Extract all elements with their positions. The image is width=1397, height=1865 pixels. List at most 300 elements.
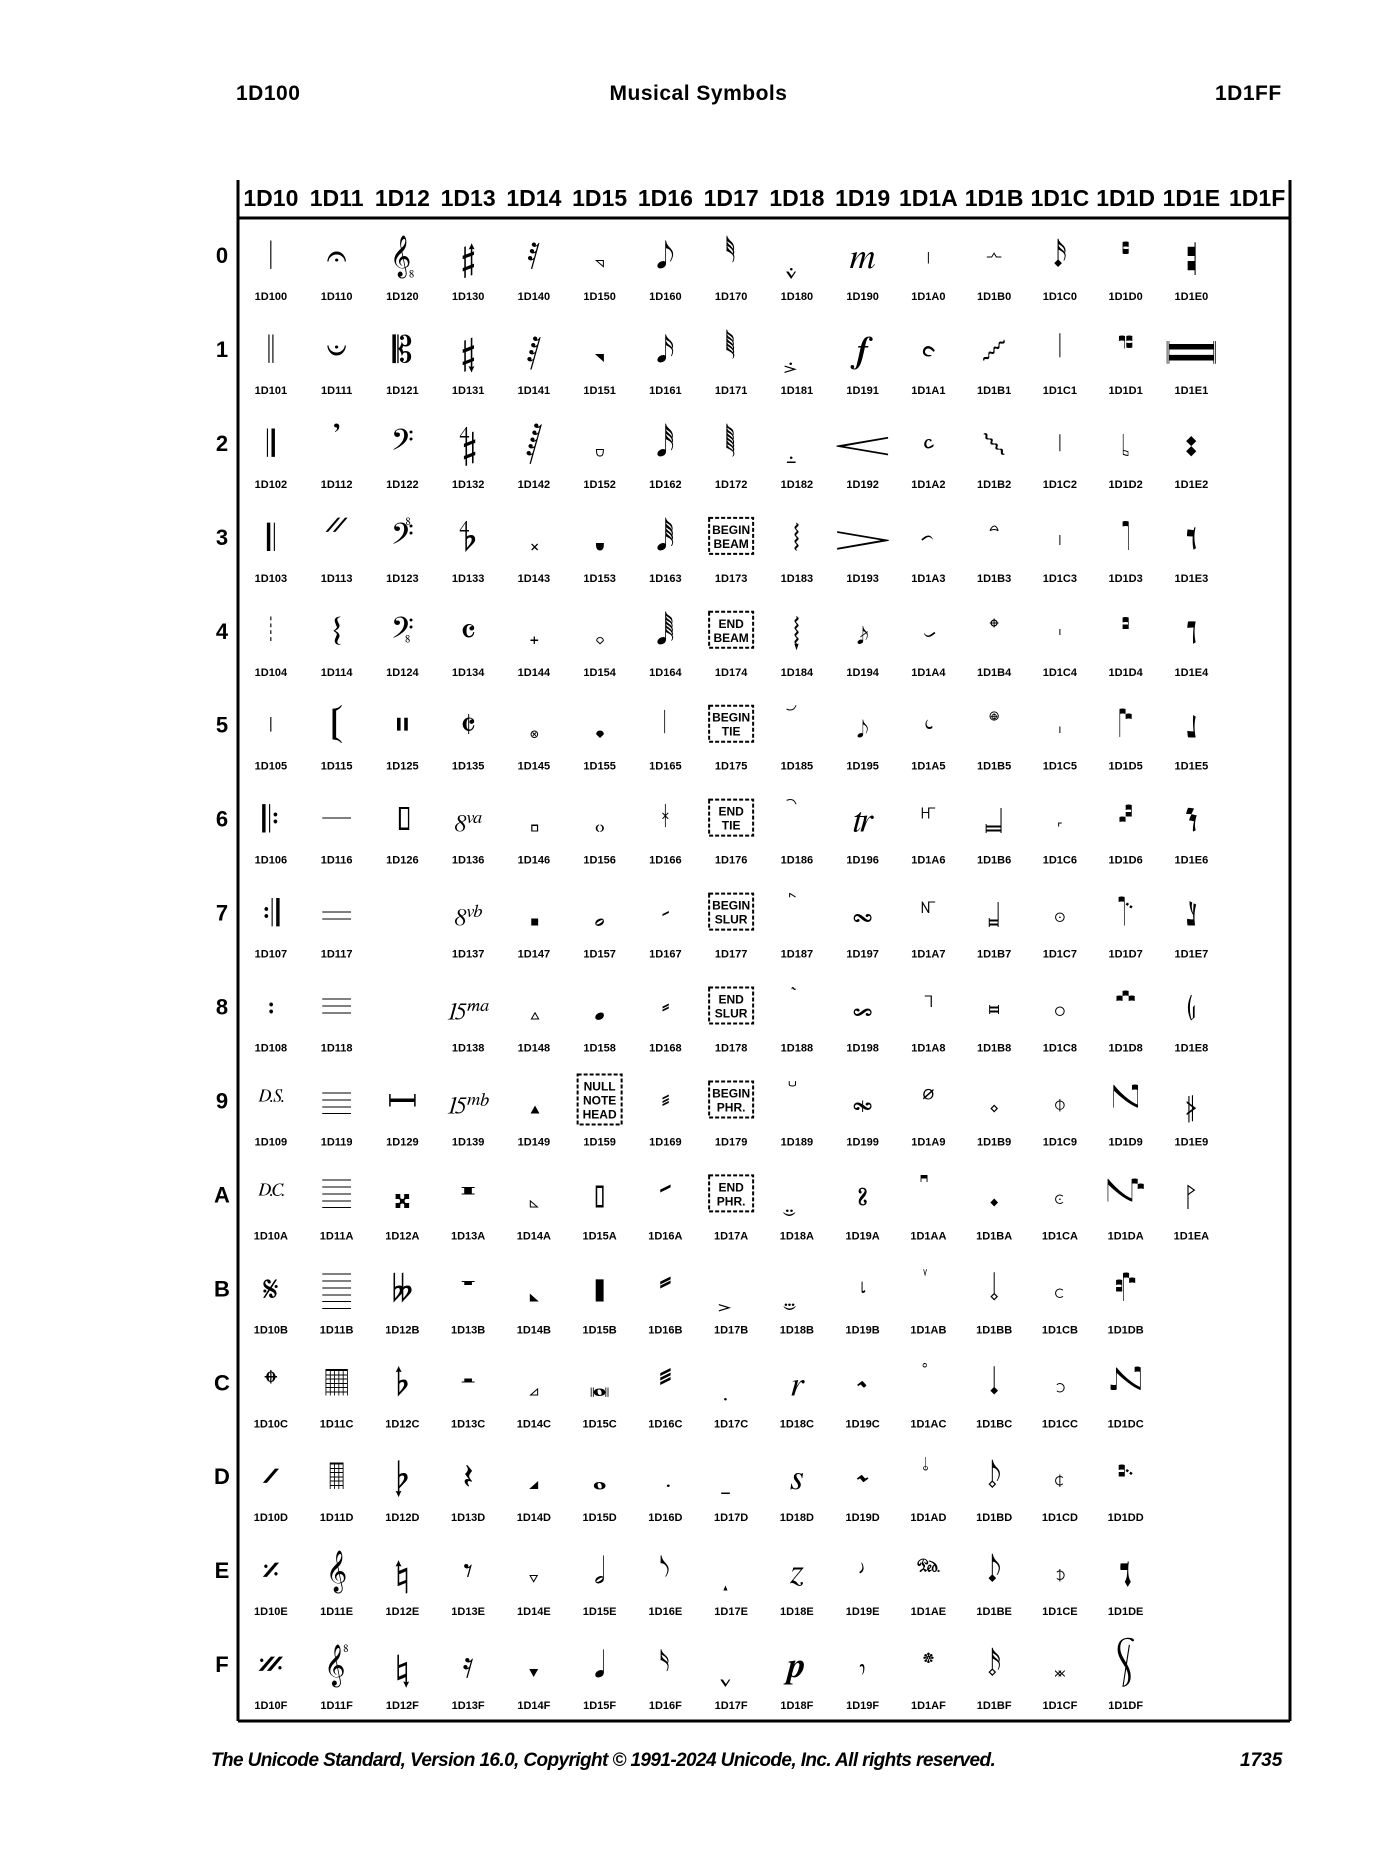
music-glyph: 𝅘𝅥𝅰 [656,422,675,464]
chart-cell [583,799,615,867]
chart-cell [1175,517,1209,585]
music-glyph: 𝄰 [460,235,476,276]
column-header: 1D14 [506,185,562,211]
chart-cell [1175,987,1209,1055]
code-point-label: 1D177 [714,948,748,961]
chart-cell [911,705,945,773]
music-glyph: 𝅗𝅥 [593,1550,606,1592]
chart-cell [321,329,352,397]
chart-cell [320,1174,354,1242]
code-point-label: 1D151 [583,384,616,397]
code-point-label: 1D168 [649,1042,682,1055]
column-header: 1D1A [898,185,958,211]
code-point-label: 1D1E8 [1174,1042,1209,1055]
music-glyph: 𝇟 [1116,1644,1135,1686]
code-point-label: 1D160 [649,291,682,303]
music-glyph: 𝇎 [1054,1550,1066,1592]
chart-cell [452,329,484,397]
code-point-label: 1D1D4 [1108,666,1143,679]
code-point-label: 1D117 [320,948,353,961]
chart-cell [910,1362,946,1430]
music-glyph: 𝆰 [986,235,1003,276]
boxed-label: TIE [721,818,741,833]
music-glyph: 𝄗 [322,892,352,934]
code-point-label: 1D19F [846,1700,880,1713]
chart-cell [709,988,753,1055]
chart-cell [836,423,890,491]
code-point-label: 1D1B7 [977,948,1012,961]
boxed-label: HEAD [582,1107,617,1122]
chart-cell [452,423,484,491]
chart-cell [977,423,1011,491]
code-point-label: 1D143 [517,572,551,585]
code-point-label: 1D1CA [1041,1230,1078,1243]
row-header: F [215,1652,229,1678]
music-glyph: 𝆃 [793,516,801,558]
chart-cell [517,1174,551,1242]
column-header: 1D11 [309,185,364,211]
code-point-label: 1D1C2 [1042,478,1077,491]
code-point-label: 1D1DD [1107,1512,1144,1525]
chart-cell [715,329,747,397]
chart-cell [517,1362,551,1430]
chart-cell [836,517,890,585]
code-point-label: 1D195 [846,760,879,773]
music-glyph: 𝅝 [592,1456,607,1498]
chart-cell [1043,1080,1077,1148]
chart-cell [255,329,287,397]
code-point-label: 1D158 [583,1042,616,1055]
music-glyph: 𝄺 [461,1174,476,1216]
code-point-label: 1D1AC [910,1418,947,1431]
row-header: 6 [215,806,229,832]
music-glyph: 𝄼 [461,1362,476,1404]
code-point-label: 1D109 [254,1136,288,1149]
code-point-label: 1D1BF [976,1700,1012,1713]
music-glyph [787,456,796,463]
code-point-label: 1D193 [846,572,879,585]
music-glyph: 𝄝 [328,1456,345,1498]
chart-cell [321,987,353,1055]
code-point-label: 1D194 [846,666,879,679]
code-point-label: 1D12C [385,1418,420,1431]
music-glyph: 𝇙 [1110,1080,1142,1122]
chart-cell [911,611,946,679]
chart-cell [780,1303,814,1336]
chart-cell [648,1484,682,1524]
code-point-label: 1D1C6 [1042,854,1077,867]
music-glyph: 𝄽 [462,1456,474,1498]
chart-cell [254,1456,288,1524]
chart-cell [320,1362,354,1430]
chart-cell [321,423,353,491]
music-glyph: 𝇐 [1119,235,1132,276]
chart-cell [846,1644,879,1712]
code-point-label: 1D1D0 [1108,291,1143,303]
code-point-label: 1D169 [649,1136,682,1149]
chart-cell [517,1456,551,1524]
music-glyph: 𝅆 [528,798,540,840]
music-glyph [783,1303,796,1310]
music-glyph: 𝄛 [322,1268,352,1310]
chart-cell [386,611,419,679]
code-point-label: 1D1C7 [1042,948,1077,961]
code-point-label: 1D19D [845,1512,880,1525]
music-glyph: 𝆴 [988,610,1000,652]
code-point-label: 1D115 [320,760,353,773]
music-glyph: 𝄴 [460,610,477,652]
chart-cell [781,517,813,585]
music-glyph: 𝇣 [1185,516,1198,558]
music-glyph: 𝄖 [322,798,352,840]
boxed-label: PHR. [716,1100,746,1115]
chart-cell [583,1362,617,1430]
music-glyph: 𝇝 [1115,1456,1136,1498]
music-glyph: 𝇓 [1119,516,1132,558]
chart-cell [649,329,681,397]
chart-cell [518,517,550,585]
music-glyph: 𝄊 [257,1174,284,1216]
chart-cell [255,235,287,303]
code-point-label: 1D107 [254,948,288,961]
music-glyph: 𝄎 [262,1550,280,1592]
music-glyph: 𝅓 [593,516,606,558]
code-point-label: 1D15B [582,1324,617,1337]
code-point-label: 1D13E [451,1606,485,1619]
chart-cell [709,612,753,679]
code-point-label: 1D1CF [1042,1700,1078,1713]
code-point-label: 1D137 [451,948,485,961]
boxed-label: END [718,992,744,1007]
music-glyph: 𝇑 [1115,328,1136,370]
chart-cell [780,1644,813,1712]
music-glyph: 𝇧 [1185,892,1198,934]
music-glyph: 𝇂 [1058,422,1062,464]
music-glyph: 𝅮 [660,1550,671,1592]
row-header: 0 [215,243,229,268]
chart-cell [1043,705,1077,773]
music-glyph: 𝅘𝅥𝅲 [656,610,675,652]
code-point-label: 1D104 [254,666,288,679]
code-point-label: 1D126 [386,854,419,867]
chart-cell [846,611,879,679]
music-glyph: 𝆗 [852,892,873,934]
music-glyph: 𝅌 [528,1362,540,1404]
music-glyph: 𝄱 [460,328,476,370]
music-glyph: 𝄚 [322,1174,352,1216]
chart-cell [649,799,681,867]
chart-cell [583,517,615,585]
code-point-label: 1D1B4 [977,666,1012,679]
chart-cell [517,1550,551,1618]
music-glyph: 𝄏 [258,1644,284,1686]
code-point-label: 1D14E [517,1606,551,1619]
code-point-label: 1D174 [714,666,748,679]
chart-cell [846,1550,880,1618]
music-glyph: 𝄣 [390,516,414,558]
chart-cell [648,1362,682,1430]
music-glyph: 𝄾 [463,1550,473,1592]
code-point-label: 1D17F [714,1700,748,1713]
code-point-label: 1D171 [714,384,748,397]
code-point-label: 1D111 [321,384,353,397]
column-header: 1D1D [1096,185,1156,211]
music-glyph: 𝅐 [593,235,606,276]
code-point-label: 1D198 [846,1042,879,1055]
music-glyph: 𝄍 [262,1456,280,1498]
code-point-label: 1D181 [780,384,814,397]
code-point-label: 1D156 [583,854,616,867]
code-point-label: 1D1DB [1107,1324,1144,1337]
code-point-label: 1D108 [254,1042,288,1055]
boxed-label: TIE [721,724,741,739]
music-glyph: 𝇇 [1054,892,1066,934]
chart-cell [977,705,1011,773]
chart-cell [385,1362,419,1430]
chart-cell [254,1362,288,1430]
chart-cell [714,1492,748,1524]
music-glyph: 𝆄 [793,610,801,652]
music-glyph: 𝄦 [395,798,410,840]
code-point-label: 1D1C0 [1042,291,1077,303]
chart-cell [714,1304,748,1336]
code-point-label: 1D1E6 [1174,854,1209,867]
chart-cell [911,235,945,303]
code-point-label: 1D180 [780,291,814,303]
code-point-label: 1D185 [780,760,814,773]
code-point-label: 1D11B [319,1324,354,1337]
music-glyph: 𝄜 [324,1362,349,1404]
music-glyph: 𝅦 [662,798,669,840]
chart-cell [583,423,615,491]
music-glyph [922,1269,927,1276]
code-point-label: 1D1A2 [911,478,946,491]
code-point-label: 1D114 [320,666,353,679]
music-glyph: 𝆺 [988,1174,1000,1216]
row-header: E [214,1558,230,1584]
chart-cell [1043,235,1077,303]
music-glyph: 𝄘 [322,986,352,1028]
chart-cell [846,705,878,773]
music-glyph: 𝅃 [528,516,540,558]
music-glyph: 𝄑 [326,328,347,370]
column-header: 1D17 [703,185,759,211]
code-point-label: 1D192 [846,478,879,491]
chart-cell [977,893,1011,961]
music-glyph: 𝄕 [331,704,343,746]
music-glyph: 𝇒 [1119,422,1132,464]
music-glyph: 𝇨 [1186,986,1197,1028]
chart-cell [386,329,418,397]
code-point-label: 1D14A [516,1230,551,1243]
code-point-label: 1D14C [516,1418,551,1431]
code-point-label: 1D136 [451,854,485,867]
music-glyph: 𝆶 [984,798,1004,840]
code-point-label: 1D1A4 [911,666,946,679]
boxed-label: BEGIN [712,1086,751,1101]
chart-cell [518,423,550,491]
music-glyph: 𝆣 [922,516,934,558]
code-point-label: 1D1CD [1041,1512,1078,1525]
music-glyph: 𝄇 [262,892,280,934]
chart-cell [320,1268,354,1336]
code-point-label: 1D1C9 [1042,1136,1077,1149]
chart-cell [321,705,353,773]
chart-cell [255,517,287,585]
music-glyph: 𝆍 [789,1456,804,1498]
code-point-label: 1D1CC [1041,1418,1078,1431]
music-glyph: 𝄩 [387,1080,417,1122]
code-point-label: 1D175 [714,760,748,773]
boxed-label: BEAM [713,536,749,551]
chart-cell [1107,1362,1143,1430]
column-header: 1D1F [1229,185,1286,211]
row-header: C [214,1370,230,1396]
code-point-label: 1D186 [780,854,814,867]
music-glyph: 𝇚 [1104,1174,1147,1216]
music-glyph: 𝆺𝅥 [988,1362,1000,1404]
boxed-label: NOTE [582,1093,617,1108]
chart-cell [255,423,287,491]
code-point-label: 1D12D [385,1512,420,1525]
music-glyph: 𝆮 [916,1550,941,1592]
code-point-label: 1D16A [648,1230,683,1243]
code-point-label: 1D1DA [1107,1230,1144,1243]
chart-cell [386,517,418,585]
code-point-label: 1D152 [583,478,616,491]
chart-cell [583,705,615,773]
music-glyph: 𝆜 [858,1362,867,1404]
chart-cell [781,704,813,773]
chart-cell [518,1080,550,1148]
chart-cell [781,611,814,679]
code-point-label: 1D13A [451,1230,486,1243]
chart-cell [451,1550,485,1618]
music-glyph: 𝆺𝅥𝅯 [1052,235,1068,276]
music-glyph: 𝅄 [528,610,540,652]
code-point-label: 1D164 [649,666,682,679]
code-point-label: 1D157 [583,948,616,961]
code-point-label: 1D1B1 [977,384,1012,397]
chart-cell [911,799,945,867]
code-point-label: 1D1C5 [1042,760,1077,773]
chart-cell [1042,1174,1078,1242]
chart-cell [1109,987,1143,1055]
chart-cell [386,1080,418,1148]
code-point-label: 1D155 [583,760,616,773]
music-glyph: 𝆸 [988,986,1001,1028]
chart-cell [386,1550,420,1618]
code-point-label: 1D125 [386,760,419,773]
chart-cell [1108,1550,1143,1618]
code-point-label: 1D15D [582,1512,617,1525]
range-end-label: 1D1FF [1215,82,1282,105]
chart-cell [254,1550,288,1618]
chart-cell [385,1174,419,1242]
music-glyph: 𝆧 [920,892,936,934]
music-glyph: 𝆢 [923,422,934,464]
code-point-label: 1D1A9 [911,1136,946,1149]
music-glyph: 𝄟 [324,1644,350,1686]
code-point-label: 1D1A1 [911,384,946,397]
code-point-label: 1D15A [582,1230,617,1243]
music-glyph: 𝇔 [1119,610,1132,652]
chart-cell [911,517,945,585]
code-point-label: 1D199 [846,1136,879,1149]
boxed-label: END [718,1180,744,1195]
column-header: 1D15 [572,185,628,211]
chart-cell [781,1080,813,1148]
music-glyph: 𝄀 [270,235,272,276]
music-glyph: 𝄐 [326,235,347,276]
music-glyph: 𝇏 [1053,1644,1067,1686]
music-glyph: 𝄸 [447,986,490,1028]
music-glyph: 𝆟 [859,1644,866,1686]
code-point-label: 1D19E [845,1606,880,1619]
music-glyph: 𝄿 [462,1644,474,1686]
chart-cell [709,1175,753,1242]
music-glyph: 𝇜 [1107,1362,1144,1404]
chart-cell [977,517,1011,585]
code-point-label: 1D189 [780,1136,814,1149]
code-point-label: 1D16F [648,1700,682,1713]
code-point-label: 1D1BC [976,1418,1013,1431]
music-glyph: 𝆕 [856,704,869,746]
code-point-label: 1D1C3 [1042,572,1077,585]
music-glyph [723,1397,727,1400]
chart-cell [452,893,484,961]
chart-cell [1043,799,1077,867]
boxed-label: END [718,804,744,819]
code-point-label: 1D1A7 [911,948,946,961]
boxed-label: END [718,616,744,631]
code-point-label: 1D14F [517,1700,551,1713]
chart-cell [254,1268,288,1336]
code-point-label: 1D10F [254,1700,288,1713]
chart-cell [846,799,878,867]
chart-cell [649,517,681,585]
music-glyph: 𝇛 [1112,1268,1139,1310]
chart-cell [910,1457,946,1524]
chart-cell [518,611,551,679]
music-glyph: 𝅘𝅥𝅮 [656,235,675,276]
code-point-label: 1D113 [320,572,353,585]
chart-cell [321,893,353,961]
code-point-label: 1D176 [714,854,748,867]
code-point-label: 1D102 [254,478,288,491]
chart-cell [452,611,485,679]
column-header: 1D12 [374,185,430,211]
chart-cell [583,1644,616,1712]
music-glyph: 𝇩 [1184,1080,1198,1122]
code-point-label: 1D121 [386,384,419,397]
code-point-label: 1D120 [386,291,419,303]
chart-cell [780,1550,814,1618]
chart-cell [846,1080,878,1148]
music-glyph [786,704,797,711]
chart-cell [977,1080,1011,1148]
code-point-label: 1D17D [714,1512,749,1525]
music-glyph: 𝆹𝅥𝅮 [986,1456,1002,1498]
code-point-label: 1D1E0 [1174,291,1209,303]
row-header: 2 [215,430,229,456]
code-point-label: 1D138 [451,1042,485,1055]
code-point-label: 1D135 [451,760,485,773]
code-point-label: 1D15F [583,1700,617,1713]
music-glyph: 𝆙 [852,1080,873,1122]
code-point-label: 1D110 [320,291,353,303]
code-point-label: 1D1E5 [1174,760,1209,773]
